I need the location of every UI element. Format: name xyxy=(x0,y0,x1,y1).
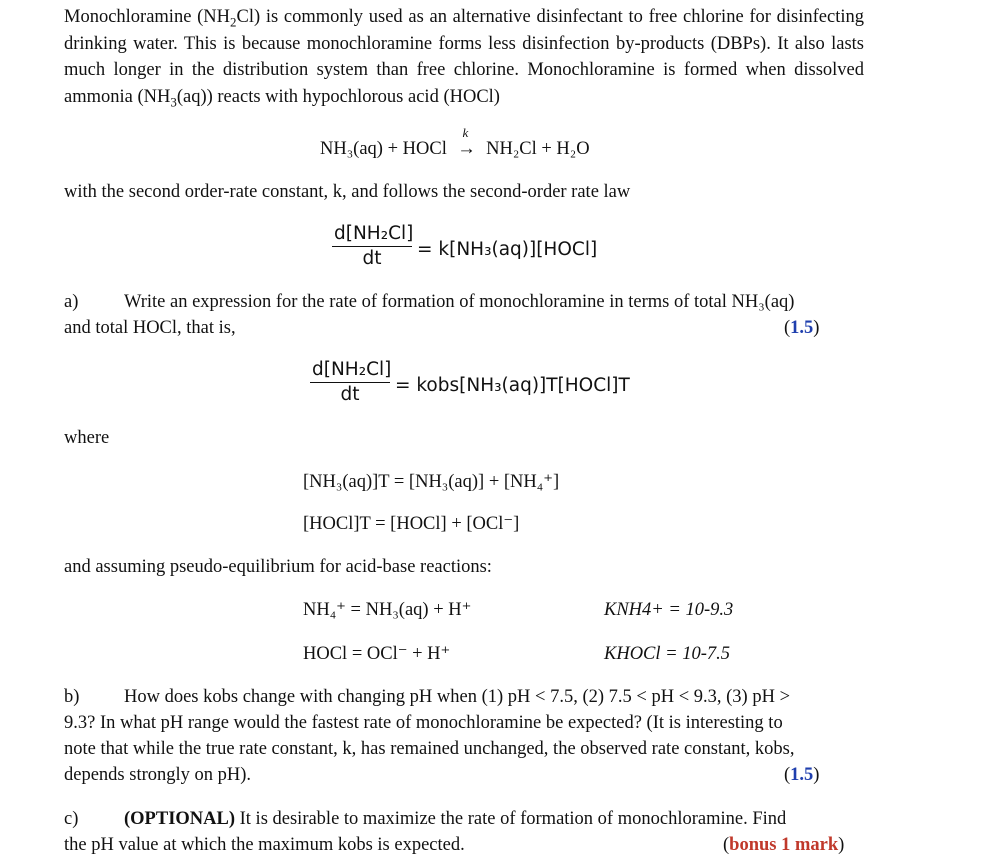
part-b-line-2: 9.3? In what pH range would the fastest rate of monochloramine be expected? (It is interesting to xyxy=(64,713,783,733)
intro-text-1: Monochloramine (NH xyxy=(64,7,231,27)
part-b-line-3: note that while the true rate constant, k, has remained unchanged, the observed rate constant, kobs, xyxy=(64,739,795,759)
part-c-label: c) xyxy=(64,809,79,829)
rate-law-rhs: = k[NH₃(aq)][HOCl] xyxy=(417,239,598,260)
part-b-line-4: depends strongly on pH). xyxy=(64,765,252,785)
part-b-label: b) xyxy=(64,687,80,707)
equilibrium-hocl: HOCl = OCl⁻ + H⁺ xyxy=(303,644,451,664)
intro-text-3: (aq)) reacts with hypochlorous acid (HOCl) xyxy=(176,86,500,107)
reaction-rhs: NH₂Cl + H₂O xyxy=(486,139,590,159)
reaction-lhs: NH₃(aq) + HOCl xyxy=(320,139,447,159)
part-b-marks-value: 1.5 xyxy=(790,765,814,785)
part-c-line-1 xyxy=(124,807,786,831)
part-a-rhs: = kobs[NH₃(aq)]T[HOCl]T xyxy=(395,375,630,396)
intro-paragraph xyxy=(64,4,864,110)
equilibrium-nh4: NH₄⁺ = NH₃(aq) + H⁺ xyxy=(303,600,472,620)
where-text: where xyxy=(64,428,110,448)
part-a-text-1: Write an expression for the rate of formation of monochloramine in terms of total NH₃(aq) xyxy=(124,292,795,312)
rate-constant-k: k xyxy=(462,125,469,140)
part-a-label: a) xyxy=(64,292,79,312)
reaction-equation xyxy=(320,125,590,161)
part-a-text-2: and total HOCl, that is, xyxy=(64,318,236,338)
intro-sub-2: 3 xyxy=(170,94,177,110)
part-c-marks-value: bonus 1 mark xyxy=(729,835,839,855)
part-c-line-2: the pH value at which the maximum kobs is expected. xyxy=(64,835,465,855)
part-c-line-1-text: It is desirable to maximize the rate of formation of monochloramine. Find xyxy=(239,809,787,829)
intro-text-2: Cl) is commonly used as an alternative disinfectant to free chlorine for disinfecting drinking water. This is because monochloramine forms less disinfection by-products (DBPs). It also lasts much longer in the distribution system than free chlorine. Monochloramine is formed when dissolved ammonia (NH xyxy=(64,7,865,107)
equilibrium-intro: and assuming pseudo-equilibrium for acid-base reactions: xyxy=(64,557,492,577)
part-a-denominator: dt xyxy=(340,384,360,405)
intro-sub-1: 2 xyxy=(230,14,237,30)
reaction-arrow: → xyxy=(457,139,476,159)
rate-law-fraction xyxy=(332,222,412,271)
total-hocl-definition: [HOCl]T = [HOCl] + [OCl⁻] xyxy=(303,514,520,534)
part-b-line-1: How does kobs change with changing pH when (1) pH < 7.5, (2) 7.5 < pH < 9.3, (3) pH > xyxy=(124,687,790,707)
part-b-marks: (1.5) xyxy=(784,765,820,785)
part-a-numerator: d[NH₂Cl] xyxy=(312,359,392,380)
part-a-fraction xyxy=(310,358,390,407)
part-a-marks-value: 1.5 xyxy=(790,318,814,338)
k-hocl: KHOCl = 10-7.5 xyxy=(604,644,731,664)
rate-law-numerator: d[NH₂Cl] xyxy=(334,223,414,244)
rate-law-intro: with the second order-rate constant, k, and follows the second-order rate law xyxy=(64,182,631,202)
k-nh4: KNH4+ = 10-9.3 xyxy=(604,600,734,620)
rate-law-denominator: dt xyxy=(362,248,382,269)
part-c-optional: (OPTIONAL) xyxy=(124,809,235,829)
part-c-marks: (bonus 1 mark) xyxy=(723,835,845,855)
part-a-marks: (1.5) xyxy=(784,318,820,338)
reaction-arrow-group xyxy=(451,125,481,161)
total-nh3-definition: [NH₃(aq)]T = [NH₃(aq)] + [NH₄⁺] xyxy=(303,472,560,492)
